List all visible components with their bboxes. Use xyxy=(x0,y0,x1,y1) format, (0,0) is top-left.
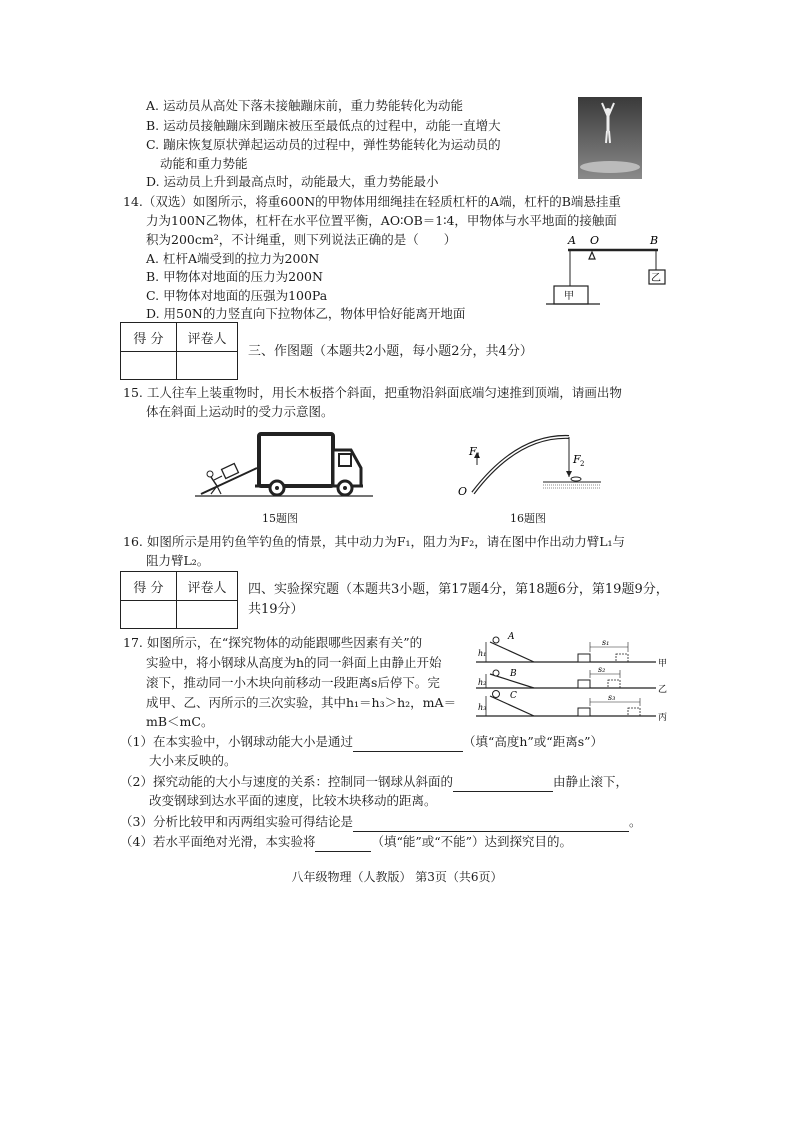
q17-part4-text-b: （填“能”或“不能”）达到探究目的。 xyxy=(371,834,573,849)
q17-part3-text-b: 。 xyxy=(628,814,642,829)
q17-part2-text-b: 由静止滚下， xyxy=(552,774,628,789)
q17-part1-text-c: 大小来反映的。 xyxy=(149,753,237,768)
q17-stem-line2: 实验中，将小钢球从高度为h的同一斜面上由静止开始 xyxy=(146,655,442,670)
q15-stem-line2: 体在斜面上运动时的受力示意图。 xyxy=(146,404,334,419)
score-cell[interactable] xyxy=(121,352,177,380)
q13-option-a: A. 运动员从高处下落未接触蹦床前，重力势能转化为动能 xyxy=(146,98,463,113)
q17-stem-line5: mB＜mC。 xyxy=(146,714,214,729)
height-h2-label: h₂ xyxy=(478,678,487,687)
q17-part2-text-c: 改变钢球到达水平面的速度，比较木块移动的距离。 xyxy=(149,793,437,808)
lever-block-jia: 甲 xyxy=(564,291,574,302)
q14-stem-line2: 力为100N乙物体，杠杆在水平位置平衡，AO∶OB＝1∶4，甲物体与水平地面的接触面 xyxy=(146,213,617,228)
q14-option-d: D. 用50N的力竖直向下拉物体乙，物体甲恰好能离开地面 xyxy=(146,306,466,321)
q17-stem-line3: 滚下，推动同一小木块向前移动一段距离s后停下。完 xyxy=(146,675,440,690)
row-yi-label: 乙 xyxy=(658,685,668,695)
grader-cell[interactable] xyxy=(177,601,238,629)
section3-heading: 三、作图题（本题共2小题，每小题2分，共4分） xyxy=(248,344,533,359)
lever-label-o: O xyxy=(590,234,600,247)
kinetic-energy-experiment-diagram xyxy=(476,630,676,726)
q17-part4-answer-blank[interactable] xyxy=(315,851,371,852)
grader-label: 评卷人 xyxy=(177,323,238,352)
q14-stem-line3: 积为200cm²，不计绳重，则下列说法正确的是（ ） xyxy=(146,232,457,247)
height-h3-label: h₃ xyxy=(478,703,487,712)
q13-option-d: D. 运动员上升到最高点时，动能最大，重力势能最小 xyxy=(146,174,439,189)
q17-part2 xyxy=(120,772,628,792)
q17-part3-text-a: （3）分析比较甲和丙两组实验可得结论是 xyxy=(120,814,353,829)
fishing-rod-diagram xyxy=(455,425,605,503)
lever-block-yi: 乙 xyxy=(651,273,661,284)
q14-option-b: B. 甲物体对地面的压力为200N xyxy=(146,269,323,284)
q17-part1-text-b: （填“高度h”或“距离s”） xyxy=(462,734,603,749)
q17-part2-answer-blank[interactable] xyxy=(453,791,553,792)
pivot-o-label: O xyxy=(458,485,468,498)
truck-ramp-diagram xyxy=(195,428,375,502)
lever-diagram xyxy=(540,232,670,312)
q16-stem-line1: 16. 如图所示是用钓鱼竿钓鱼的情景，其中动力为F₁，阻力为F₂，请在图中作出动力臂L₁与 xyxy=(123,534,626,549)
q15-stem-line1: 15. 工人往车上装重物时，用长木板搭个斜面，把重物沿斜面底端匀速推到顶端，请画出物 xyxy=(123,385,622,400)
force-f1-sub: 1 xyxy=(476,452,481,460)
score-box-section3 xyxy=(120,322,238,380)
lever-label-a: A xyxy=(568,234,576,247)
q17-stem-line1: 17. 如图所示，在“探究物体的动能跟哪些因素有关”的 xyxy=(123,635,423,650)
figure15-caption: 15题图 xyxy=(262,512,298,525)
force-f1-label: F xyxy=(469,445,477,458)
section4-heading-line2: 共19分） xyxy=(248,602,304,617)
ball-a-label: A xyxy=(508,632,515,642)
figure16-caption: 16题图 xyxy=(510,512,546,525)
grader-label: 评卷人 xyxy=(177,572,238,601)
trampoline-photo xyxy=(578,97,642,179)
q14-option-c: C. 甲物体对地面的压强为100Pa xyxy=(146,288,328,303)
grader-cell[interactable] xyxy=(177,352,238,380)
q17-part1 xyxy=(120,732,603,752)
distance-s1-label: s₁ xyxy=(602,638,610,647)
q17-part4 xyxy=(120,832,572,852)
q17-part1-text-a: （1）在本实验中，小钢球动能大小是通过 xyxy=(120,734,353,749)
score-box-section4 xyxy=(120,571,238,629)
row-bing-label: 丙 xyxy=(658,713,668,723)
row-jia-label: 甲 xyxy=(658,659,668,669)
score-label: 得 分 xyxy=(121,572,177,601)
q13-option-b: B. 运动员接触蹦床到蹦床被压至最低点的过程中，动能一直增大 xyxy=(146,118,501,133)
score-cell[interactable] xyxy=(121,601,177,629)
height-h1-label: h₁ xyxy=(478,649,487,658)
ball-b-label: B xyxy=(510,669,517,679)
q17-part1-answer-blank[interactable] xyxy=(353,751,463,752)
q14-stem-line1: 14.（双选）如图所示，将重600N的甲物体用细绳挂在轻质杠杆的A端，杠杆的B端悬挂重 xyxy=(123,194,621,209)
q16-stem-line2: 阻力臂L₂。 xyxy=(146,553,210,568)
force-f2-sub: 2 xyxy=(580,460,585,468)
q17-part4-text-a: （4）若水平面绝对光滑，本实验将 xyxy=(120,834,316,849)
page-footer: 八年级物理（人教版） 第3页（共6页） xyxy=(291,870,503,884)
q13-option-c-line1: C. 蹦床恢复原状弹起运动员的过程中，弹性势能转化为运动员的 xyxy=(146,137,501,152)
distance-s2-label: s₂ xyxy=(598,665,606,674)
q13-option-c-line2: 动能和重力势能 xyxy=(160,156,248,171)
lever-label-b: B xyxy=(650,234,659,247)
score-label: 得 分 xyxy=(121,323,177,352)
q17-part2-text-a: （2）探究动能的大小与速度的关系：控制同一钢球从斜面的 xyxy=(120,774,453,789)
q14-option-a: A. 杠杆A端受到的拉力为200N xyxy=(146,251,320,266)
q17-part3 xyxy=(120,812,641,832)
section4-heading-line1: 四、实验探究题（本题共3小题，第17题4分，第18题6分，第19题9分， xyxy=(248,582,669,597)
ball-c-label: C xyxy=(510,691,517,701)
distance-s3-label: s₃ xyxy=(608,693,616,702)
q17-stem-line4: 成甲、乙、丙所示的三次实验，其中h₁＝h₃＞h₂，mA＝ xyxy=(146,695,457,710)
force-f2-label: F xyxy=(573,453,581,466)
